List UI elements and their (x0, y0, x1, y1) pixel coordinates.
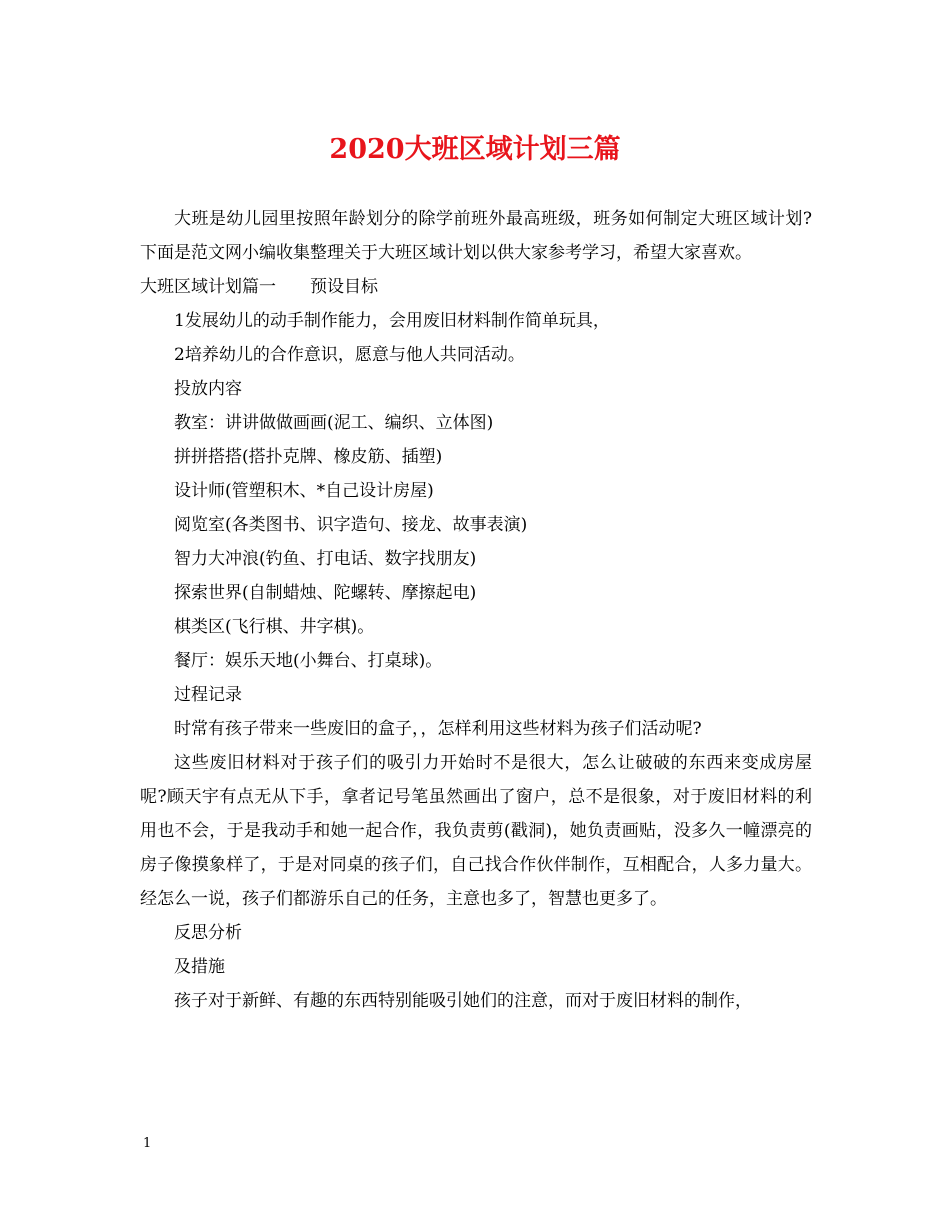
content-item: 拼拼搭搭(搭扑克牌、橡皮筋、插塑) (174, 447, 443, 467)
subheading: 反思分析 (174, 923, 242, 943)
record-paragraph: 这些废旧材料对于孩子们的吸引力开始时不是很大，怎么让破破的东西来变成房屋呢?顾天宇有点无从下手，拿者记号笔虽然画出了窗户，总不是很象，对于废旧材料的利用也不会，于是我动手和她一起合作，我负责剪(戳洞)，她负责画贴，没多久一幢漂亮的房子像摸象样了，于是对同桌的孩子们，自己找合作伙伴制作，互相配合，人多力量大。经怎么一说，孩子们都游乐自己的任务，主意也多了，智慧也更多了。 (140, 753, 812, 909)
subheading: 及措施 (174, 957, 225, 977)
goal-item: 1发展幼儿的动手制作能力，会用废旧材料制作简单玩具， (174, 311, 610, 331)
intro-paragraph: 大班是幼儿园里按照年龄划分的除学前班外最高班级，班务如何制定大班区域计划?下面是范文网小编收集整理关于大班区域计划以供大家参考学习，希望大家喜欢。 (140, 209, 812, 263)
content-item: 探索世界(自制蜡烛、陀螺转、摩擦起电) (174, 583, 477, 603)
page-title: 2020大班区域计划三篇 (329, 134, 621, 165)
section-heading: 大班区域计划篇一 预设目标 (140, 277, 378, 297)
content-item: 餐厅：娱乐天地(小舞台、打桌球)。 (174, 651, 443, 671)
content-item: 阅览室(各类图书、识字造句、接龙、故事表演) (174, 515, 528, 535)
document-body (140, 202, 812, 1018)
subheading: 投放内容 (174, 379, 242, 399)
content-item: 设计师(管塑积木、*自己设计房屋) (174, 481, 434, 501)
goal-item: 2培养幼儿的合作意识，愿意与他人共同活动。 (174, 345, 525, 365)
subheading: 过程记录 (174, 685, 242, 705)
content-item: 棋类区(飞行棋、井字棋)。 (174, 617, 375, 637)
content-item: 教室：讲讲做做画画(泥工、编织、立体图) (174, 413, 494, 433)
page-number: 1 (143, 1136, 152, 1151)
analysis-paragraph: 孩子对于新鲜、有趣的东西特别能吸引她们的注意，而对于废旧材料的制作， (174, 991, 752, 1011)
record-paragraph: 时常有孩子带来一些废旧的盒子，，怎样利用这些材料为孩子们活动呢? (174, 719, 702, 739)
content-item: 智力大冲浪(钓鱼、打电话、数字找朋友) (174, 549, 477, 569)
